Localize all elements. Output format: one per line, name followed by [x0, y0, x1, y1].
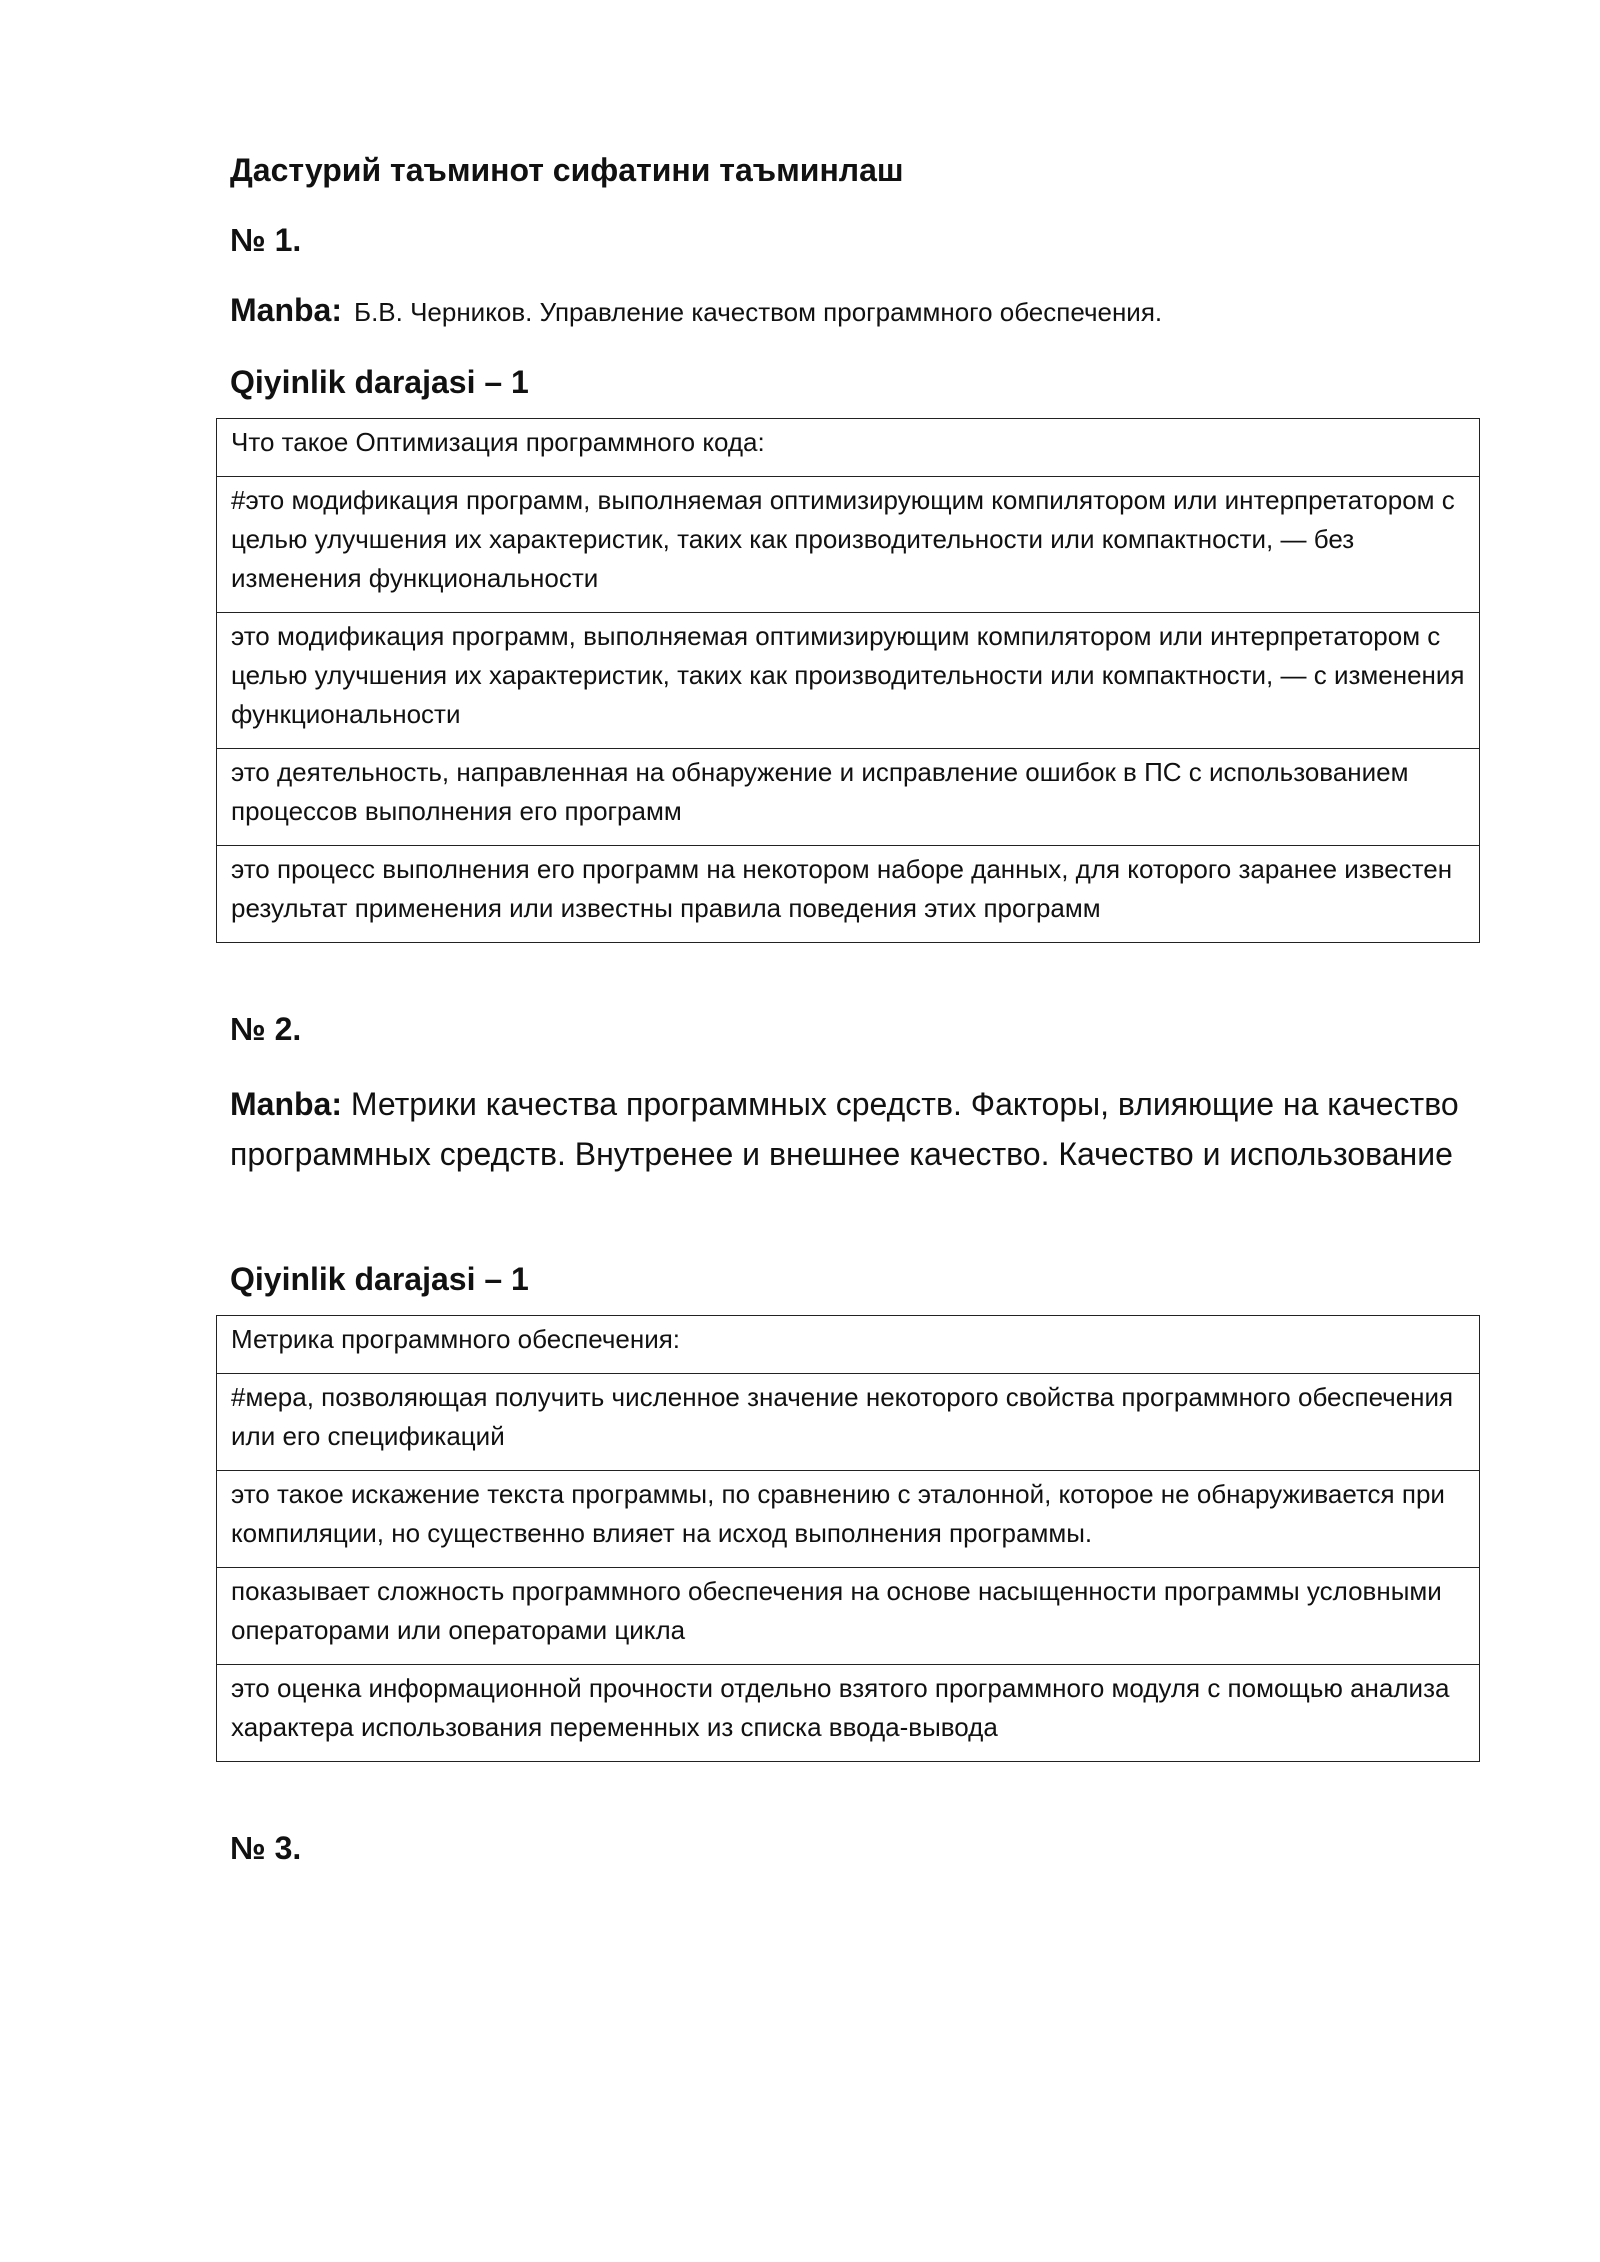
spacer: [230, 1762, 1480, 1828]
question-prompt: Метрика программного обеспечения:: [217, 1316, 1480, 1374]
source-line: [230, 1079, 1480, 1179]
question-2: [230, 1009, 1480, 1762]
answer-option: это процесс выполнения его программ на некотором наборе данных, для которого заранее известен результат применения или известны правила поведения этих программ: [217, 846, 1480, 943]
answer-option: это такое искажение текста программы, по сравнению с эталонной, которое не обнаруживается при компиляции, но существенно влияет на исход выполнения программы.: [217, 1471, 1480, 1568]
document-content: [230, 150, 1480, 1898]
source-text: Б.В. Черников. Управление качеством программного обеспечения.: [354, 297, 1163, 327]
table-row: [217, 419, 1480, 477]
table-row: [217, 1665, 1480, 1762]
table-row: [217, 613, 1480, 749]
difficulty-level: Qiyinlik darajasi – 1: [230, 1261, 529, 1297]
table-row: [217, 1316, 1480, 1374]
source-label: Manba:: [230, 292, 342, 328]
question-table: [216, 418, 1480, 943]
difficulty-level: Qiyinlik darajasi – 1: [230, 364, 529, 400]
question-number: № 1.: [230, 222, 302, 258]
spacer: [230, 943, 1480, 1009]
answer-option: это деятельность, направленная на обнаружение и исправление ошибок в ПС с использованием процессов выполнения его программ: [217, 749, 1480, 846]
table-row: [217, 749, 1480, 846]
source-label: Manba:: [230, 1086, 342, 1122]
document-title: Дастурий таъминот сифатини таъминлаш: [230, 152, 904, 188]
question-3: [230, 1828, 1480, 1868]
table-row: [217, 1471, 1480, 1568]
answer-option: #это модификация программ, выполняемая оптимизирующим компилятором или интерпретатором с целью улучшения их характеристик, таких как производительности или компактности, — без изменения функциональности: [217, 477, 1480, 613]
source-line: [230, 290, 1480, 332]
table-row: [217, 846, 1480, 943]
question-number: № 3.: [230, 1830, 302, 1866]
table-row: [217, 477, 1480, 613]
question-prompt: Что такое Оптимизация программного кода:: [217, 419, 1480, 477]
table-row: [217, 1568, 1480, 1665]
source-text: Метрики качества программных средств. Факторы, влияющие на качество программных средств. Внутренее и внешнее качество. Качество и использование: [230, 1086, 1459, 1172]
question-1: [230, 220, 1480, 943]
table-row: [217, 1374, 1480, 1471]
answer-option: показывает сложность программного обеспечения на основе насыщенности программы условными операторами или операторами цикла: [217, 1568, 1480, 1665]
answer-option: это оценка информационной прочности отдельно взятого программного модуля с помощью анализа характера использования переменных из списка ввода-вывода: [217, 1665, 1480, 1762]
answer-option: это модификация программ, выполняемая оптимизирующим компилятором или интерпретатором с целью улучшения их характеристик, таких как производительности или компактности, — с изменения функциональности: [217, 613, 1480, 749]
question-number: № 2.: [230, 1011, 302, 1047]
answer-option: #мера, позволяющая получить численное значение некоторого свойства программного обеспечения или его спецификаций: [217, 1374, 1480, 1471]
question-table: [216, 1315, 1480, 1762]
